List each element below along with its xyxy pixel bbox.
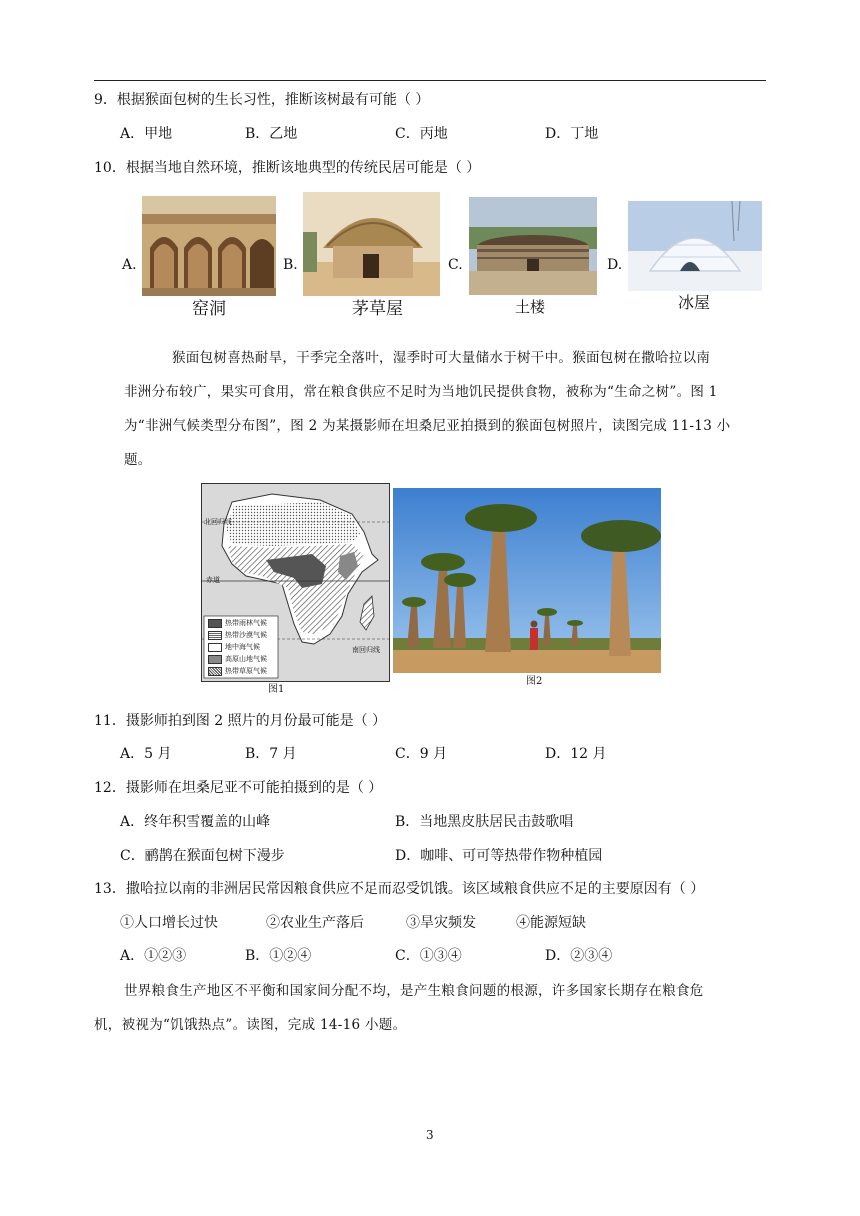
page-number: 3	[426, 1128, 434, 1142]
q10-letter-a: A.	[122, 257, 137, 273]
q12-option-a: A．终年积雪覆盖的山峰	[120, 814, 271, 830]
legend-savanna: 热带草原气候	[208, 667, 267, 676]
q10-letter-c: C.	[448, 257, 463, 273]
q13-stem: 13．撒哈拉以南的非洲居民常因粮食供应不足而忍受饥饿。该区域粮食供应不足的主要原因有（ ）	[94, 881, 705, 897]
q9-stem: 9．根据猴面包树的生长习性，推断该树最有可能（ ）	[94, 92, 430, 108]
map-equator-label: 赤道	[206, 576, 220, 584]
q13-item-4: ④能源短缺	[516, 915, 586, 931]
q13-option-a: A．①②③	[120, 948, 187, 964]
thatched-hut-photo	[303, 192, 440, 296]
map-tropic-north-label: 北回归线	[204, 518, 232, 526]
figure2-caption: 图2	[526, 676, 543, 687]
passage1-line-2: 非洲分布较广，果实可食用，常在粮食供应不足时为当地饥民提供食物，被称为“生命之树”。图 1	[124, 384, 718, 400]
q11-option-b: B．7 月	[245, 746, 297, 762]
q11-stem: 11．摄影师拍到图 2 照片的月份最可能是（ ）	[94, 713, 387, 729]
q11-option-c: C．9 月	[395, 746, 448, 762]
q10-letter-d: D.	[607, 257, 623, 273]
q9-option-c: C．丙地	[395, 126, 448, 142]
legend-highland: 高原山地气候	[208, 655, 267, 664]
igloo-photo	[628, 201, 762, 291]
q13-option-d: D．②③④	[545, 948, 613, 964]
legend-desert: 热带沙漠气候	[208, 631, 267, 640]
q9-option-d: D．丁地	[545, 126, 599, 142]
q10-stem: 10．根据当地自然环境，推断该地典型的传统民居可能是（ ）	[94, 160, 481, 176]
q12-stem: 12．摄影师在坦桑尼亚不可能拍摄到的是（ ）	[94, 780, 383, 796]
q11-option-d: D．12 月	[545, 746, 607, 762]
legend-rainforest: 热带雨林气候	[208, 619, 267, 628]
q13-item-3: ③旱灾频发	[406, 915, 476, 931]
passage1-line-4: 题。	[124, 452, 152, 468]
q10-caption-c: 土楼	[515, 298, 546, 316]
q13-option-b: B．①②④	[245, 948, 312, 964]
q12-option-b: B．当地黑皮肤居民击鼓歌唱	[395, 814, 574, 830]
passage2-line-1: 世界粮食生产地区不平衡和国家间分配不均，是产生粮食问题的根源，许多国家长期存在粮食危	[124, 983, 704, 999]
q9-option-a: A．甲地	[120, 126, 173, 142]
figure1-caption: 图1	[268, 684, 285, 695]
q10-letter-b: B.	[283, 257, 298, 273]
q10-caption-d: 冰屋	[678, 293, 711, 312]
tulou-photo	[469, 197, 597, 295]
passage2-line-2: 机，被视为“饥饿热点”。读图，完成 14-16 小题。	[94, 1017, 407, 1033]
passage1-line-3: 为“非洲气候类型分布图”，图 2 为某摄影师在坦桑尼亚拍摄到的猴面包树照片，读图完成 11-13 小	[124, 418, 731, 434]
q13-item-2: ②农业生产落后	[266, 915, 364, 931]
baobab-photo	[393, 488, 661, 673]
q11-option-a: A．5 月	[120, 746, 172, 762]
q13-option-c: C．①③④	[395, 948, 462, 964]
map-tropic-south-label: 南回归线	[352, 646, 380, 654]
q12-option-c: C．鹂鹊在猴面包树下漫步	[120, 848, 285, 864]
q12-option-d: D．咖啡、可可等热带作物种植园	[395, 848, 603, 864]
passage1-line-1: 猴面包树喜热耐旱，干季完全落叶，湿季时可大量储水于树干中。猴面包树在撒哈拉以南	[172, 350, 711, 366]
africa-climate-map	[201, 483, 390, 682]
legend-mediterranean: 地中海气候	[208, 643, 260, 652]
cave-dwelling-photo	[142, 196, 276, 296]
q13-item-1: ①人口增长过快	[120, 915, 218, 931]
q10-caption-a: 窑洞	[192, 299, 226, 319]
q9-option-b: B．乙地	[245, 126, 298, 142]
q10-caption-b: 茅草屋	[352, 299, 403, 319]
header-rule	[94, 80, 766, 81]
